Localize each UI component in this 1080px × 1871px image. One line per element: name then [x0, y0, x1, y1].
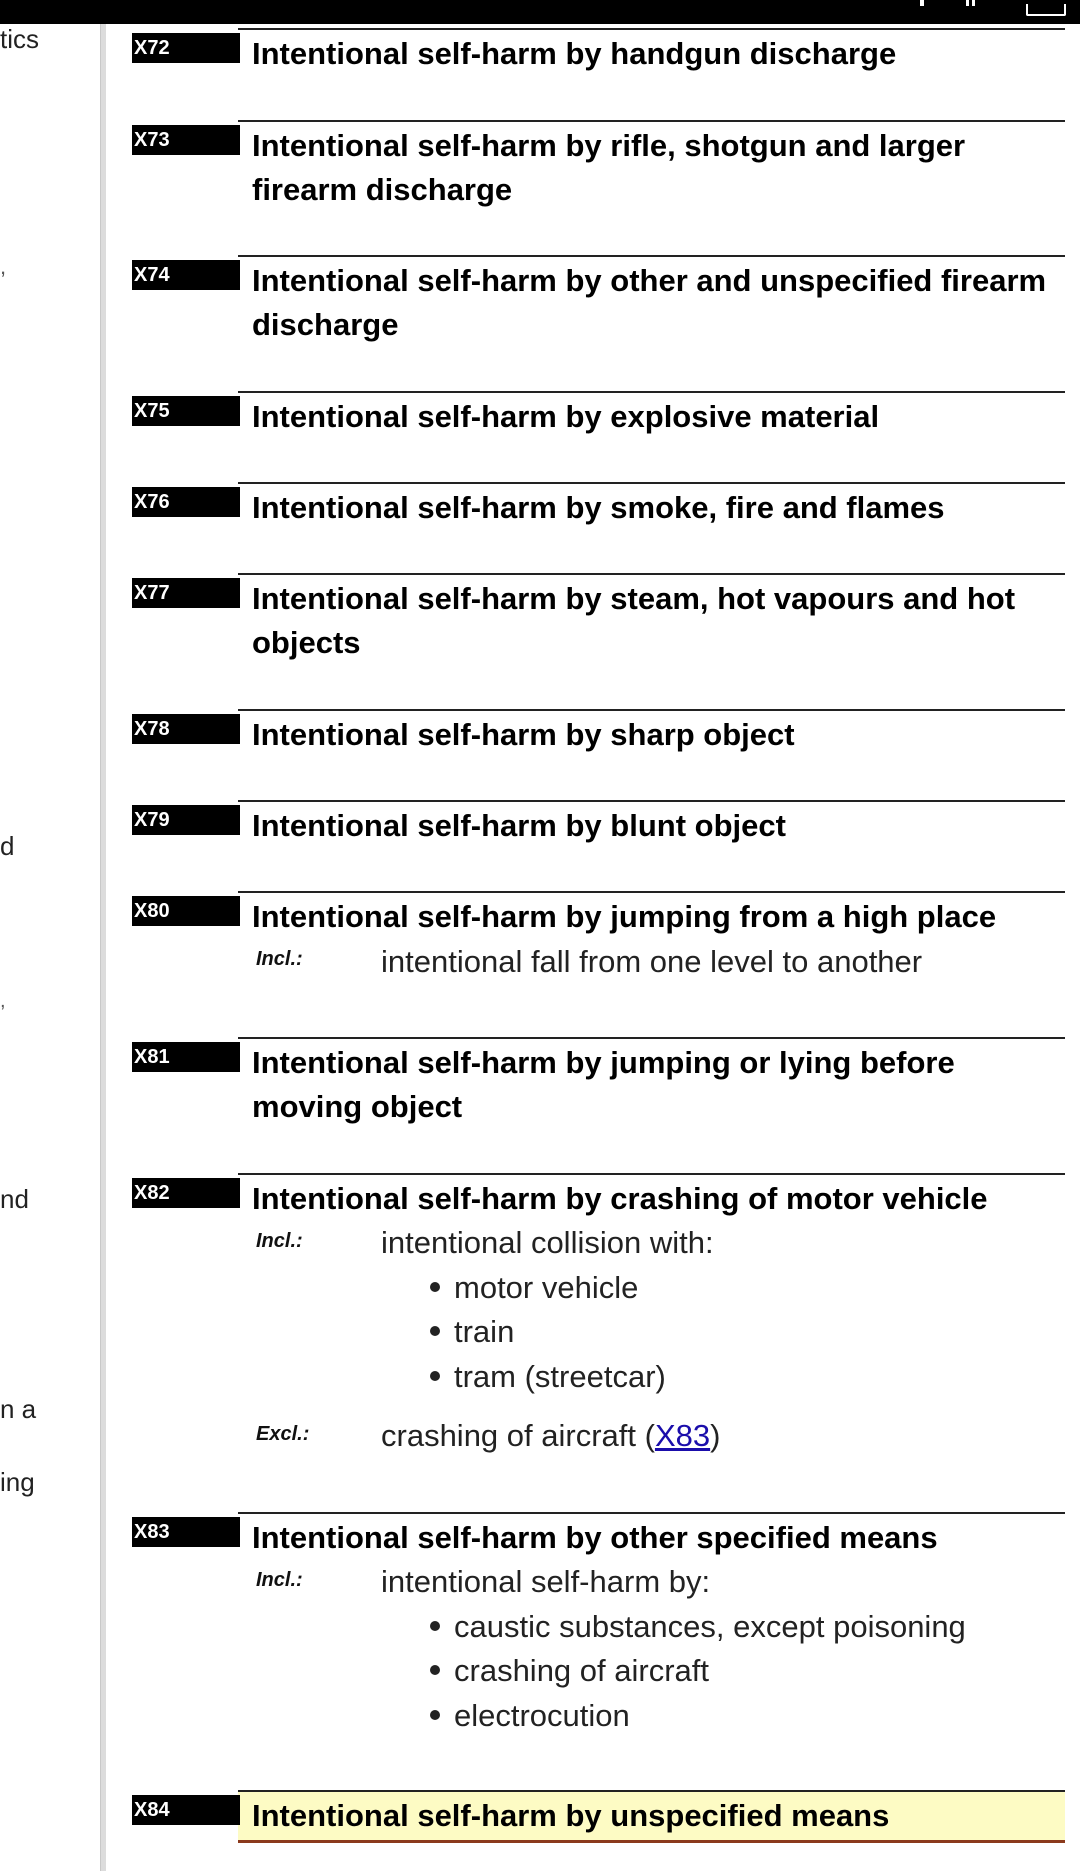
category-title: Intentional self-harm by other and unspecified firearm discharge [252, 263, 1047, 342]
incl-text: intentional fall from one level to another [381, 944, 923, 979]
entry-rule [238, 1037, 1065, 1039]
category-title: Intentional self-harm by rifle, shotgun and larger firearm discharge [252, 128, 966, 207]
left-fragment-mark: , [0, 990, 6, 1012]
category-code[interactable]: X80 [132, 896, 240, 926]
incl-label: Incl.: [256, 1569, 303, 1591]
excl-label: Excl.: [256, 1423, 310, 1445]
entry-rule [238, 391, 1065, 393]
entry-rule [238, 1512, 1065, 1514]
bullet-text: train [454, 1314, 515, 1349]
incl-text: intentional self-harm by: [381, 1564, 711, 1599]
category-code[interactable]: X79 [132, 805, 240, 835]
category-title: Intentional self-harm by smoke, fire and flames [252, 490, 945, 525]
category-title: Intentional self-harm by explosive material [252, 399, 880, 434]
bullet-text: motor vehicle [454, 1270, 639, 1305]
entry-rule [238, 482, 1065, 484]
incl-bullet [430, 1270, 638, 1306]
bullet-dot [430, 1371, 440, 1381]
bullet-text: caustic substances, except poisoning [454, 1609, 966, 1644]
category-code[interactable]: X83 [132, 1517, 240, 1547]
category-code[interactable]: X77 [132, 578, 240, 608]
bullet-text: electrocution [454, 1698, 630, 1733]
incl-bullet [430, 1653, 709, 1689]
left-fragment-mark: , [0, 254, 7, 279]
excl-text-part: crashing of aircraft ( [381, 1418, 655, 1453]
entry-rule [238, 1173, 1065, 1175]
x83-link[interactable]: X83 [654, 1418, 711, 1453]
entry-rule [238, 573, 1065, 575]
incl-bullet [430, 1314, 514, 1350]
category-title: Intentional self-harm by sharp object [252, 717, 795, 752]
category-code[interactable]: X74 [132, 260, 240, 290]
category-title: Intentional self-harm by jumping from a high place [252, 899, 997, 934]
left-fragment: nd [0, 1184, 29, 1214]
bullet-dot [430, 1710, 440, 1720]
left-fragment: tics [0, 24, 39, 54]
category-title: Intentional self-harm by steam, hot vapours and hot objects [252, 581, 1016, 660]
chapter-content [105, 24, 1080, 1871]
category-title: Intentional self-harm by handgun discharge [252, 36, 897, 71]
category-code[interactable]: X84 [132, 1795, 240, 1825]
category-code[interactable]: X82 [132, 1178, 240, 1208]
incl-label: Incl.: [256, 1230, 303, 1252]
incl-bullet [430, 1698, 630, 1734]
incl-text: intentional collision with: [381, 1225, 714, 1260]
category-title: Intentional self-harm by unspecified means [252, 1798, 890, 1833]
status-bar [0, 0, 1080, 24]
category-code[interactable]: X73 [132, 125, 240, 155]
category-title: Intentional self-harm by crashing of motor vehicle [252, 1181, 988, 1216]
entry-rule [238, 709, 1065, 711]
bullet-dot [430, 1665, 440, 1675]
incl-label: Incl.: [256, 948, 303, 970]
battery-icon [1026, 4, 1066, 16]
entry-rule [238, 28, 1065, 30]
incl-bullet [430, 1359, 666, 1395]
left-fragment: ing [0, 1467, 35, 1497]
left-pane [0, 24, 100, 1871]
excl-text-part: ) [710, 1418, 721, 1453]
left-fragment: n a [0, 1394, 37, 1424]
entry-rule [238, 255, 1065, 257]
entry-rule [238, 800, 1065, 802]
category-title: Intentional self-harm by jumping or lying before moving object [252, 1045, 955, 1124]
bullet-dot [430, 1326, 440, 1336]
category-code[interactable]: X76 [132, 487, 240, 517]
bullet-text: crashing of aircraft [454, 1653, 709, 1688]
entry-rule [238, 120, 1065, 122]
category-code[interactable]: X81 [132, 1042, 240, 1072]
category-code[interactable]: X78 [132, 714, 240, 744]
category-title: Intentional self-harm by other specified means [252, 1520, 938, 1555]
bullet-dot [430, 1621, 440, 1631]
category-code[interactable]: X75 [132, 396, 240, 426]
entry-rule [238, 891, 1065, 893]
incl-bullet [430, 1609, 966, 1645]
category-code[interactable]: X72 [132, 33, 240, 63]
signal-icon [920, 0, 980, 6]
bullet-text: tram (streetcar) [454, 1359, 666, 1394]
bullet-dot [430, 1282, 440, 1292]
left-fragment: d [0, 831, 15, 861]
excl-text [381, 1418, 720, 1454]
category-title: Intentional self-harm by blunt object [252, 808, 786, 843]
